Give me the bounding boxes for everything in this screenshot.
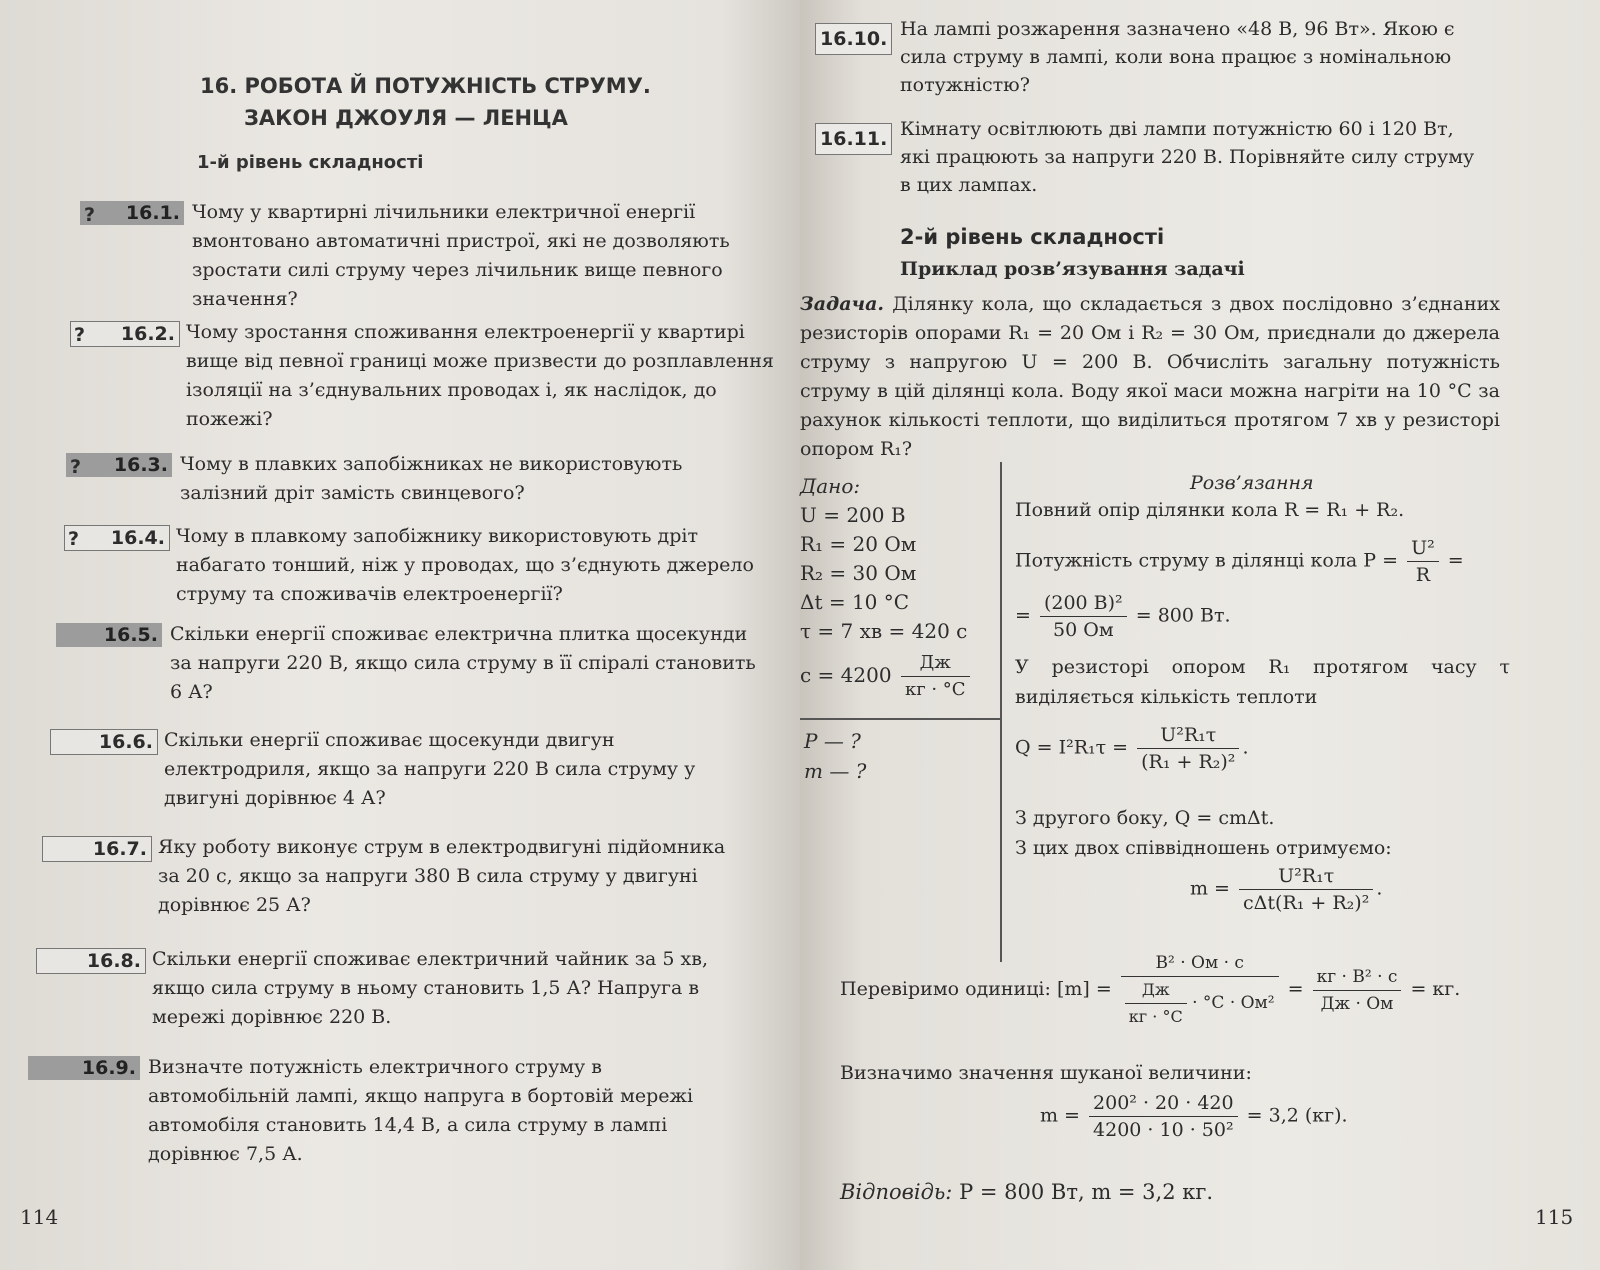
given-item: R₂ = 30 Ом [800,561,917,585]
fraction-numerator: U² [1407,535,1439,562]
solution-line-4: З другого боку, Q = cmΔt. [1015,807,1275,829]
table-divider-horizontal [800,718,1002,720]
solution-title: Розв’язання [1190,472,1314,494]
problem-text: Чому у квартирні лічильники електричної енергії вмонтовано автоматичні пристрої, які не дозволяють зростати силі струму через лічильник вище певного значення? [192,201,730,310]
solution-line-3: У резисторі опором R₁ протягом часу τ виділяється кількість теплоти [1015,656,1510,708]
solution-mass-formula: m = $\frac{\text{U²R₁τ}}{\text{cΔt(R₁ + R₂)²}}$ . [1190,865,1383,914]
task-label: Задача. [800,293,885,315]
fraction-numerator: U²R₁τ [1239,863,1373,890]
fraction-numerator: кг · В² · с [1313,964,1402,991]
formula-left: m = [1040,1104,1080,1127]
solution-line-2: Потужність струму в ділянці кола P = $\frac{\text{U²}}{R}$ = [1015,537,1464,586]
question-mark-icon: ? [68,528,80,550]
fraction-denominator: кг · °С [904,679,966,700]
given-label: Дано: [800,474,861,498]
task-text: Ділянку кола, що складається з двох послідовно з’єднаних резисторів опорами R₁ = 20 Ом і R₂ = 30 Ом, приєднали до джерела струму з напругою U = 200 В. Обчисліть загальну потужність струму в цій ділянці кола. Воду якої маси можна нагріти на 10 °С за рахунок кількості теплоти, що виділиться протягом 7 хв у резисторі опором R₁? [800,293,1500,460]
given-item: Δt = 10 °С [800,590,910,614]
value-result: = 3,2 (кг). [1246,1104,1348,1127]
question-mark-icon: ? [74,324,86,346]
fraction-denominator: кг · °С [1128,1007,1183,1026]
problem-16-9 [81,1053,738,1169]
find-item: m — ? [804,759,867,783]
problem-number: 16.4. [64,525,170,551]
right-page [800,0,1600,1270]
section-title [200,70,651,134]
given-item-c [800,650,1000,703]
fraction-denominator: 50 Ом [1053,619,1114,641]
check-result: = кг. [1410,978,1461,1000]
fraction-denominator: (R₁ + R₂)² [1141,751,1236,773]
problem-number: 16.10. [815,23,892,55]
task-statement [800,290,1500,464]
problem-number: 16.6. [50,729,158,755]
fraction-denominator: Дж · Ом [1320,993,1394,1014]
problem-number: 16.8. [36,948,146,974]
problem-16-7 [92,833,748,920]
solution-heat-formula: Q = I²R₁τ = $\frac{\text{U²R₁τ}}{\text{(R₁ + R₂)²}}$ . [1015,724,1249,773]
problem-text: Визначте потужність електричного струму в автомобільній лампі, якщо напруга в бортовій мережі автомобіля становить 14,4 В, а сила струму в лампі дорівнює 7,5 А. [148,1056,694,1165]
problem-16-1 [84,198,782,314]
problem-number: 16.3. [66,453,172,477]
units-fraction-2 [1313,964,1402,1017]
value-fraction [1089,1090,1238,1143]
fraction-denominator: R [1415,564,1431,586]
given-c-unit [901,650,970,703]
fraction-numerator: 200² · 20 · 420 [1089,1090,1238,1117]
problem-16-3 [70,450,770,508]
question-mark-icon: ? [84,204,96,226]
formula-left: m = [1190,877,1230,900]
problem-16-5 [103,620,760,707]
problem-text: Чому в плавкому запобіжнику використовують дріт набагато тонший, ніж у проводах, що з’єднують джерело струму та споживачів електроенергії? [176,525,754,605]
question-mark-icon: ? [70,456,82,478]
problem-text: На лампі розжарення зазначено «48 В, 96 Вт». Якою є сила струму в лампі, коли вона працює з номінальною потужністю? [900,18,1455,96]
value-label: Визначимо значення шуканої величини: [840,1062,1252,1084]
units-check: Перевіримо одиниці: [m] = В² · Ом · с $\frac{Дж}{кг \cdot ^\circ С}$ · °С · Ом² = $\frac{\text{кг · В² · с}}{Дж \cdot Ом}$ = кг. [840,950,1540,1030]
problem-number: 16.1. [80,201,184,225]
problem-16-4 [68,522,766,609]
given-item: U = 200 В [800,503,906,527]
solution-line-5: З цих двох співвідношень отримуємо: [1015,837,1392,859]
problem-16-10 [820,15,1480,99]
problem-number: 16.7. [42,836,152,862]
solution-line-eq: = $\frac{\text{(200 В)²}}{50 Ом}$ = 800 Вт. [1015,592,1231,641]
problem-text: Чому в плавких запобіжниках не використовують залізний дріт замість свинцевого? [180,453,683,504]
problem-text: Скільки енергії споживає електрична плитка щосекунди за напруги 220 В, якщо сила струму в її спіралі становить 6 А? [170,623,756,703]
denominator-tail: · °С · Ом² [1192,993,1275,1013]
problem-number: 16.9. [28,1056,140,1080]
fraction-numerator: В² · Ом · с [1121,950,1279,977]
solution-line-1: Повний опір ділянки кола R = R₁ + R₂. [1015,499,1405,521]
units-fraction-1 [1121,950,1279,1030]
find-column [804,726,866,786]
section-title-line2: ЗАКОН ДЖОУЛЯ — ЛЕНЦА [244,106,568,130]
page-number-right: 115 [1535,1205,1574,1229]
fraction-denominator: cΔt(R₁ + R₂)² [1243,892,1370,914]
level-label: 1-й рівень складності [197,152,424,173]
problem-16-11 [820,115,1480,199]
find-item: P — ? [804,729,861,753]
fraction-numerator: Дж [1125,977,1187,1004]
fraction-numerator: (200 В)² [1040,590,1127,617]
power-value-fraction [1040,590,1127,643]
section-title-line1: 16. РОБОТА Й ПОТУЖНІСТЬ СТРУМУ. [200,74,651,98]
given-item: R₁ = 20 Ом [800,532,917,556]
level-label-2: 2-й рівень складності [900,225,1165,249]
example-heading: Приклад розв’язування задачі [900,258,1245,280]
fraction-numerator: U²R₁τ [1137,722,1239,749]
problem-16-2 [74,318,776,434]
answer-text: P = 800 Вт, m = 3,2 кг. [959,1180,1214,1204]
answer-label: Відповідь: [840,1180,953,1204]
mass-fraction [1239,863,1373,916]
problem-text: Скільки енергії споживає електричний чайник за 5 хв, якщо сила струму в ньому становить 1,5 А? Напруга в мережі дорівнює 220 В. [152,948,709,1028]
fraction-denominator: 4200 · 10 · 50² [1093,1119,1234,1141]
fraction-numerator: Дж [901,650,970,677]
problem-number: 16.11. [815,123,892,155]
fraction-denominator [1121,977,1279,1030]
given-column [800,472,1000,703]
power-result: = 800 Вт. [1135,604,1231,627]
heat-fraction [1137,722,1239,775]
problem-number: 16.2. [70,321,180,347]
problem-16-6 [98,726,754,813]
problem-number: 16.5. [56,623,162,647]
problem-text: Яку роботу виконує струм в електродвигуні підйомника за 20 с, якщо за напруги 380 В сила струму у двигуні дорівнює 25 А? [158,836,726,916]
problem-text: Кімнату освітлюють дві лампи потужністю 60 і 120 Вт, які працюють за напруги 220 В. Порівняйте силу струму в цих лампах. [900,118,1475,196]
problem-text: Скільки енергії споживає щосекунди двигун електродриля, якщо за напруги 220 В сила струму у двигуні дорівнює 4 А? [164,729,696,809]
check-label: Перевіримо одиниці: [m] = [840,978,1112,1000]
problem-16-8 [86,945,742,1032]
value-formula [1040,1090,1600,1143]
table-divider-vertical [1000,462,1002,962]
formula-left: Q = I²R₁τ = [1015,736,1129,759]
solution-text: Потужність струму в ділянці кола P = [1015,549,1399,572]
answer [840,1180,1213,1204]
nested-fraction [1125,977,1187,1030]
problem-text: Чому зростання споживання електроенергії у квартирі вище від певної границі може призвести до розплавлення ізоляції на з’єднувальних проводах і, як наслідок, до пожежі? [186,321,774,430]
given-item: τ = 7 хв = 420 с [800,619,968,643]
power-fraction [1407,535,1439,588]
page-number-left: 114 [20,1205,59,1229]
given-c-value: c = 4200 [800,663,892,687]
